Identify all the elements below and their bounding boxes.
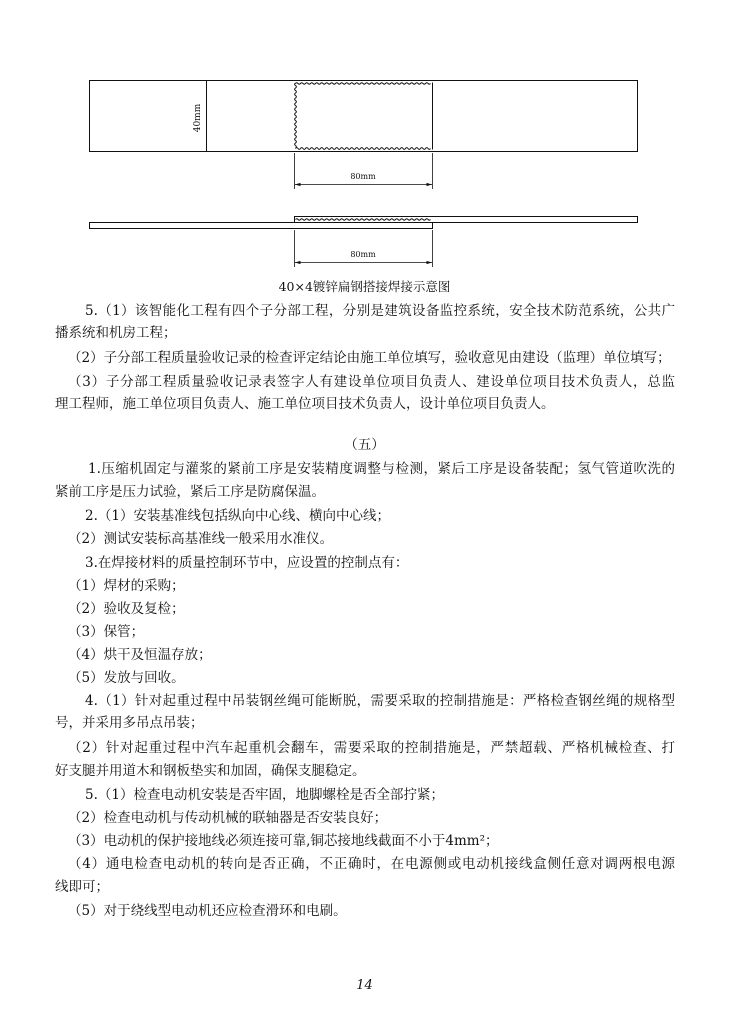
lower-flat-steel	[90, 223, 433, 229]
plan-view	[90, 81, 638, 190]
answer-line: 理工程师，施工单位项目负责人、施工单位项目技术负责人，设计单位项目负责人。	[55, 396, 555, 412]
list-item: （3）保管；	[68, 624, 145, 640]
weld-bottom-edge	[296, 148, 431, 150]
list-item: （2）验收及复检；	[68, 601, 185, 617]
answer-line: （2）针对起重过程中汽车起重机会翻车，需要采取的控制措施是，严禁超载、严格机械检查、打	[68, 740, 675, 756]
flat-steel-outline	[90, 81, 638, 152]
weld-top-edge	[296, 83, 431, 84]
answer-line: （2）检查电动机与传动机械的联轴器是否安装良好；	[68, 810, 388, 826]
answer-line: （5）对于绕线型电动机还应检查滑环和电刷。	[68, 903, 347, 919]
answer-line: 1.压缩机固定与灌浆的紧前工序是安装精度调整与检测，紧后工序是设备装配；氢气管道吹洗的	[88, 461, 675, 477]
list-item: （4）烘干及恒温存放；	[68, 647, 212, 663]
section-heading: （五）	[344, 437, 385, 453]
answer-line: （4）通电检查电动机的转向是否正确，不正确时，在电源侧或电动机接线盒侧任意对调两根电源	[68, 856, 675, 872]
answer-line: 5.（1）检查电动机安装是否牢固，地脚螺栓是否全部拧紧；	[85, 787, 444, 803]
weld-bead	[296, 219, 431, 220]
answer-line: （3）子分部工程质量验收记录表签字人有建设单位项目负责人、建设单位项目技术负责人，总监	[68, 374, 675, 390]
answer-line: 线即可；	[55, 879, 109, 895]
answer-line: 2.（1）安装基准线包括纵向中心线、横向中心线；	[85, 508, 390, 524]
answer-line: （3）电动机的保护接地线必须连接可靠,铜芯接地线截面不小于4mm²；	[68, 833, 499, 849]
page-number: 14	[356, 978, 373, 993]
answer-line: 3.在焊接材料的质量控制环节中，应设置的控制点有：	[85, 555, 409, 571]
side-view	[90, 217, 638, 268]
answer-line: 4.（1）针对起重过程中吊装钢丝绳可能断脱，需要采取的控制措施是：严格检查钢丝绳的规格型	[85, 693, 675, 709]
answer-line: 紧前工序是压力试验，紧后工序是防腐保温。	[55, 484, 325, 500]
figure-caption: 40×4镀锌扁钢搭接焊接示意图	[278, 279, 451, 294]
answer-line: （2）测试安装标高基准线一般采用水准仪。	[68, 531, 334, 547]
list-item: （1）焊材的采购；	[68, 578, 185, 594]
answer-line: 号，并采用多吊点吊装；	[55, 715, 204, 731]
answer-line: 好支腿并用道木和钢板垫实和加固，确保支腿稳定。	[55, 763, 366, 779]
answer-line: （2）子分部工程质量验收记录的检查评定结论由施工单位填写，验收意见由建设（监理）单位填写；	[68, 350, 671, 366]
overlap-length-label: 80mm	[350, 172, 376, 181]
overlap-length-label: 80mm	[350, 250, 376, 259]
answer-line: 5.（1）该智能化工程有四个子分部工程，分别是建筑设备监控系统，安全技术防范系统，公共广	[85, 303, 675, 319]
list-item: （5）发放与回收。	[68, 670, 185, 686]
lap-weld-diagram	[0, 0, 729, 272]
answer-line: 播系统和机房工程；	[55, 325, 177, 341]
weld-left-edge	[295, 83, 297, 148]
width-dimension-label: 40mm	[193, 103, 203, 133]
